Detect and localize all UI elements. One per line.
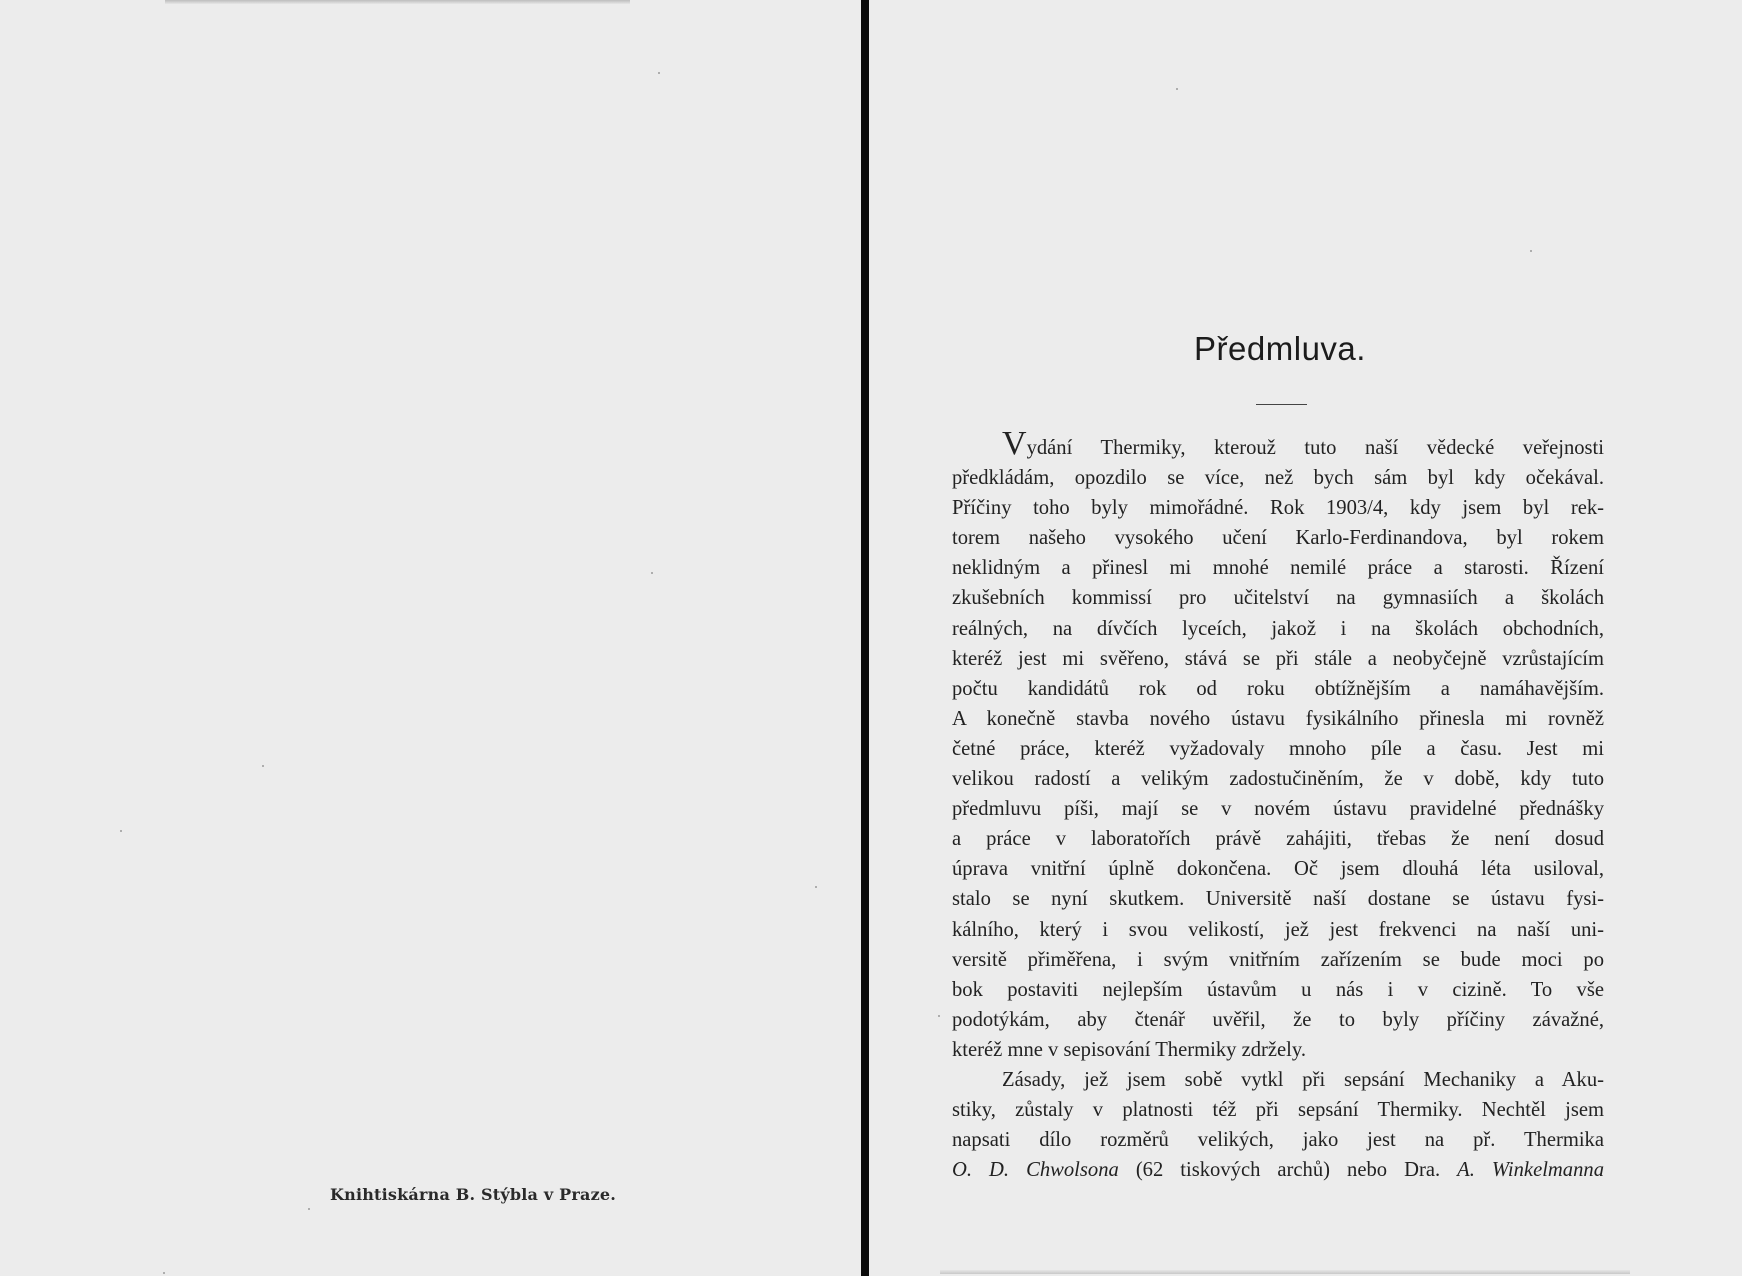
text-line: Vydání Thermiky, kterouž tuto naší vědecké veřejnosti <box>1002 425 1604 462</box>
text-line: O. D. Chwolsona (62 tiskových archů) nebo Dra. A. Winkelmanna <box>952 1159 1604 1182</box>
text-line: předmluvu píši, mají se v novém ústavu pravidelné přednášky <box>952 798 1604 821</box>
text-line: počtu kandidátů rok od roku obtížnějším a namáhavějším. <box>952 677 1604 700</box>
text-line: A konečně stavba nového ústavu fysikálního přinesla mi rovněž <box>952 707 1604 730</box>
scan-speck <box>815 886 817 888</box>
initial-letter: V <box>1002 425 1027 462</box>
page-title: Předmluva. <box>1194 330 1366 367</box>
text-line: a práce v laboratořích právě zahájiti, třebas že není dosud <box>952 828 1604 851</box>
paragraph-1 <box>952 425 1604 1065</box>
scan-speck <box>938 1015 940 1017</box>
title-divider <box>1256 404 1307 405</box>
author-name: A. Winkelmanna <box>1457 1159 1604 1182</box>
scan-edge-top <box>165 0 630 4</box>
scan-speck <box>658 72 660 74</box>
text-line: velikou radostí a velikým zadostučiněním, že v době, kdy tuto <box>952 768 1604 791</box>
text-line: Zásady, jež jsem sobě vytkl při sepsání Mechaniky a Aku- <box>1002 1068 1604 1091</box>
text-line: kteréž mne v sepisování Thermiky zdržely. <box>952 1038 1306 1061</box>
text-line: kteréž jest mi svěřeno, stává se při stále a neobyčejně vzrůstajícím <box>952 647 1604 670</box>
paragraph-2 <box>952 1065 1604 1185</box>
scan-edge-bottom <box>940 1270 1630 1274</box>
text-line: versitě přiměřena, i svým vnitřním zařízením se bude moci po <box>952 948 1604 971</box>
left-page <box>0 0 861 1276</box>
text-line: zkušebních kommissí pro učitelství na gymnasiích a školách <box>952 587 1604 610</box>
scan-speck <box>163 1272 165 1274</box>
printer-imprint: Knihtiskárna B. Stýbla v Praze. <box>330 1185 617 1204</box>
text-line: torem našeho vysokého učení Karlo-Ferdinandova, byl rokem <box>952 527 1604 550</box>
scan-speck <box>1530 250 1532 252</box>
author-name: O. D. Chwolsona <box>952 1159 1119 1182</box>
text-line: kálního, který i svou velikostí, jež jest frekvenci na naší uni- <box>952 918 1604 941</box>
scan-speck <box>651 572 653 574</box>
preface-body <box>952 425 1604 1185</box>
text-line: stalo se nyní skutkem. Universitě naší dostane se ústavu fysi- <box>952 888 1604 911</box>
text-line: předkládám, opozdilo se více, než bych sám byl kdy očekával. <box>952 467 1604 490</box>
book-spine-gutter <box>861 0 869 1276</box>
text-line: reálných, na dívčích lyceích, jakož i na školách obchodních, <box>952 617 1604 640</box>
text-line: Příčiny toho byly mimořádné. Rok 1903/4, kdy jsem byl rek- <box>952 497 1604 520</box>
text-line: stiky, zůstaly v platnosti též při sepsání Thermiky. Nechtěl jsem <box>952 1099 1604 1122</box>
text-line: podotýkám, aby čtenář uvěřil, že to byly příčiny závažné, <box>952 1008 1604 1031</box>
text-line: četné práce, kteréž vyžadovaly mnoho píle a času. Jest mi <box>952 737 1604 760</box>
scan-speck <box>308 1208 310 1210</box>
text-line: napsati dílo rozměrů velikých, jako jest na př. Thermika <box>952 1129 1604 1152</box>
text-line: neklidným a přinesl mi mnohé nemilé práce a starosti. Řízení <box>952 557 1604 580</box>
scan-speck <box>120 830 122 832</box>
scan-speck <box>1176 88 1178 90</box>
text-line: bok postaviti nejlepším ústavům u nás i v cizině. To vše <box>952 978 1604 1001</box>
text-line: úprava vnitřní úplně dokončena. Oč jsem dlouhá léta usiloval, <box>952 858 1604 881</box>
scan-speck <box>262 765 264 767</box>
